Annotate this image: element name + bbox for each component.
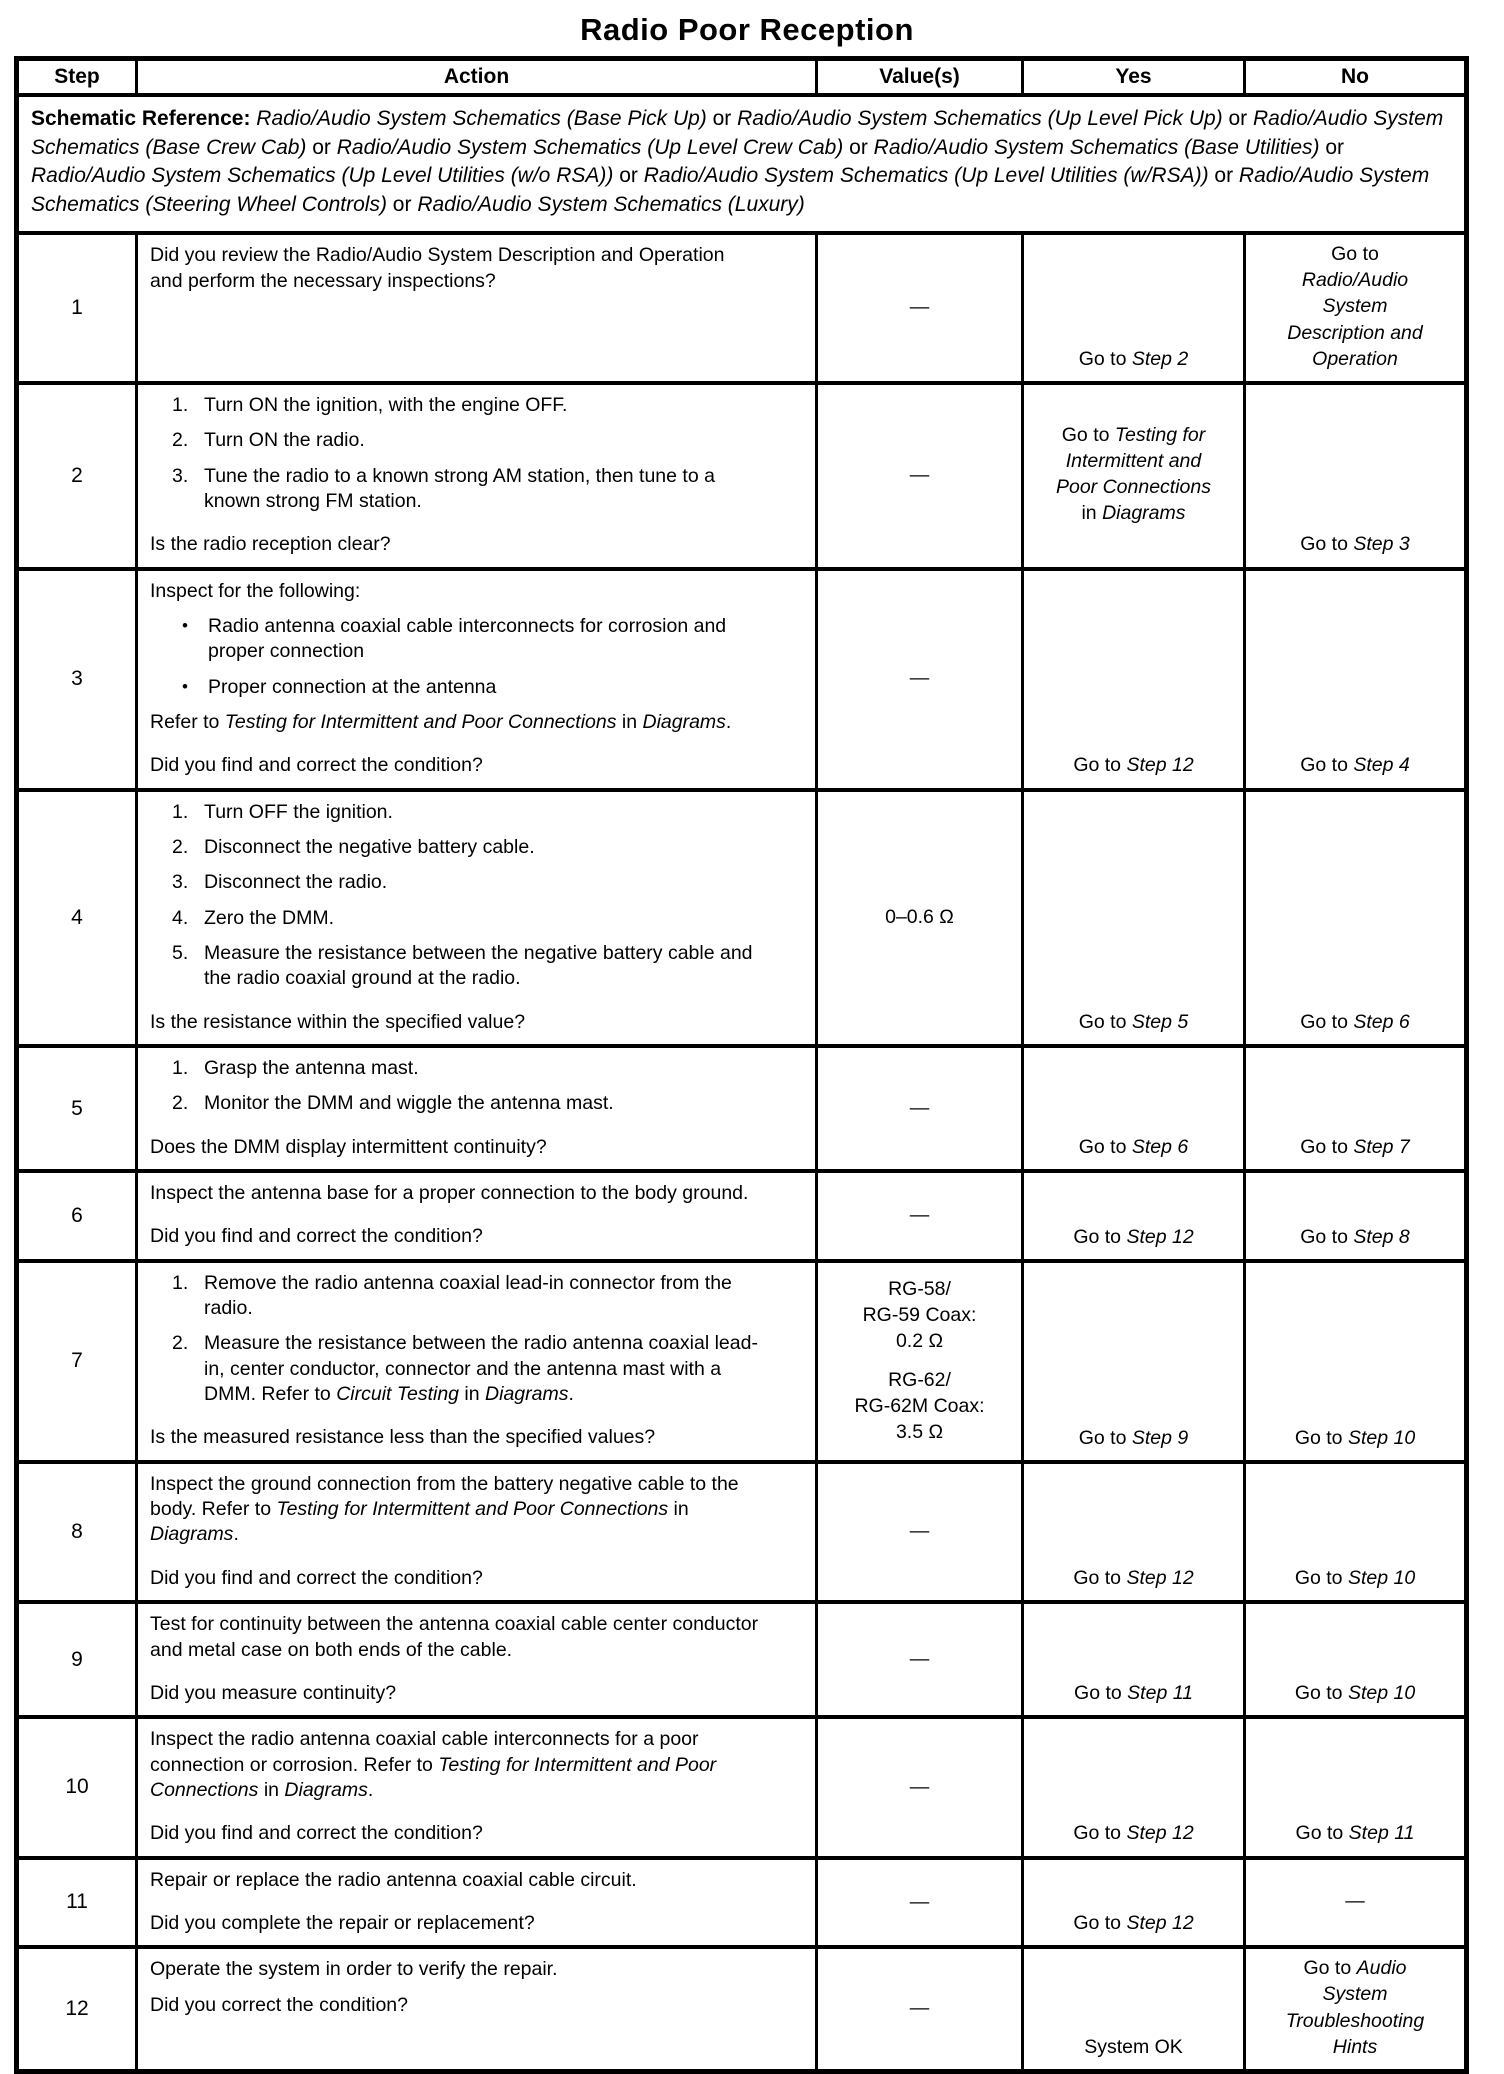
value-block bbox=[822, 1890, 1017, 1916]
schematic-reference-row bbox=[17, 95, 1467, 233]
goto-line: Go to Step 3 bbox=[1300, 533, 1410, 556]
goto-line: System bbox=[1322, 295, 1388, 318]
action-question: Does the DMM display intermittent continuity? bbox=[150, 1135, 547, 1158]
step-number: 5 bbox=[17, 1046, 137, 1171]
yes-cell bbox=[1023, 233, 1245, 383]
value-line: — bbox=[909, 1890, 930, 1913]
step-row bbox=[17, 1171, 1467, 1261]
action-paragraph: Did you review the Radio/Audio System Description and Operation and perform the necessary inspections? bbox=[150, 244, 725, 292]
goto-line: Hints bbox=[1332, 2035, 1378, 2058]
value-line: 3.5 Ω bbox=[895, 1420, 944, 1443]
page-title: Radio Poor Reception bbox=[580, 12, 914, 47]
no-cell bbox=[1245, 1602, 1467, 1717]
action-question: Is the measured resistance less than the specified values? bbox=[150, 1426, 656, 1449]
column-header-values: Value(s) bbox=[817, 59, 1023, 96]
action-cell bbox=[137, 1046, 817, 1171]
goto-line: Troubleshooting bbox=[1285, 2009, 1425, 2032]
action-numbered-item bbox=[150, 1091, 762, 1116]
yes-cell bbox=[1023, 1171, 1245, 1261]
step-row bbox=[17, 1462, 1467, 1602]
item-text: Disconnect the radio. bbox=[204, 871, 388, 894]
step-row bbox=[17, 1602, 1467, 1717]
yes-cell bbox=[1023, 1602, 1245, 1717]
goto-line: Go to Step 4 bbox=[1300, 754, 1410, 777]
value-block bbox=[822, 1647, 1017, 1673]
action-numbered-item bbox=[150, 835, 762, 860]
item-text: Radio antenna coaxial cable interconnects for corrosion and proper connection bbox=[208, 614, 727, 663]
value-line: 0–0.6 Ω bbox=[885, 905, 954, 928]
value-line: — bbox=[909, 1204, 930, 1226]
action-numbered-item bbox=[150, 464, 762, 515]
item-number: 1. bbox=[172, 393, 189, 416]
goto-line: Go to Step 11 bbox=[1295, 1822, 1415, 1845]
yes-cell bbox=[1023, 1462, 1245, 1602]
action-paragraph: Operate the system in order to verify the repair. bbox=[150, 1958, 558, 1981]
goto-line: Go to Step 6 bbox=[1078, 1135, 1189, 1158]
goto-line: Go to Step 11 bbox=[1074, 1682, 1193, 1705]
no-cell bbox=[1245, 1171, 1467, 1261]
action-numbered-item bbox=[150, 393, 762, 418]
goto-line: Go to Step 10 bbox=[1294, 1426, 1416, 1449]
item-text: Measure the resistance between the negative battery cable and the radio coaxial ground at the radio. bbox=[204, 941, 753, 990]
value-cell bbox=[817, 1947, 1023, 2071]
no-cell bbox=[1245, 1462, 1467, 1602]
action-cell bbox=[137, 1717, 817, 1857]
item-text: Measure the resistance between the radio antenna coaxial lead-in, center conductor, connector and the antenna mast with a DMM. Refer to Circuit Testing in Diagrams. bbox=[204, 1332, 758, 1406]
step-row bbox=[17, 1717, 1467, 1857]
item-text: Disconnect the negative battery cable. bbox=[204, 835, 535, 858]
action-paragraph: Refer to Testing for Intermittent and Poor Connections in Diagrams. bbox=[150, 710, 732, 733]
action-numbered-item bbox=[150, 428, 762, 453]
action-paragraph: Repair or replace the radio antenna coaxial cable circuit. bbox=[150, 1868, 637, 1891]
goto-line: Intermittent and bbox=[1065, 450, 1202, 473]
goto-line: System bbox=[1322, 1983, 1388, 2006]
value-line: — bbox=[909, 463, 930, 486]
item-number: 2. bbox=[172, 835, 189, 858]
value-line: RG-59 Coax: bbox=[862, 1303, 977, 1326]
value-cell bbox=[817, 233, 1023, 383]
value-block bbox=[822, 1519, 1017, 1545]
value-block bbox=[822, 463, 1017, 489]
step-number: 12 bbox=[17, 1947, 137, 2071]
action-numbered-item bbox=[150, 906, 762, 931]
item-number: 2. bbox=[172, 429, 189, 452]
steps-body bbox=[17, 233, 1467, 2071]
step-number: 11 bbox=[17, 1858, 137, 1948]
value-cell bbox=[817, 1462, 1023, 1602]
value-cell bbox=[817, 1046, 1023, 1171]
item-number: 2. bbox=[172, 1332, 189, 1355]
value-line: 0.2 Ω bbox=[895, 1329, 944, 1352]
goto-line: Go to Step 6 bbox=[1300, 1010, 1410, 1033]
goto-line: Go to Step 8 bbox=[1300, 1225, 1410, 1248]
value-cell bbox=[817, 790, 1023, 1046]
value-cell bbox=[817, 1171, 1023, 1261]
column-header-action: Action bbox=[137, 59, 817, 96]
yes-cell bbox=[1023, 1858, 1245, 1948]
action-numbered-item bbox=[150, 870, 762, 895]
item-number: 3. bbox=[172, 871, 189, 894]
action-question: Did you find and correct the condition? bbox=[150, 1566, 483, 1589]
item-text: Monitor the DMM and wiggle the antenna mast. bbox=[204, 1092, 614, 1115]
action-bullet-item bbox=[150, 614, 762, 665]
action-bullet-item bbox=[150, 675, 762, 700]
value-line: RG-62M Coax: bbox=[854, 1394, 985, 1417]
value-cell bbox=[817, 1261, 1023, 1462]
column-header-no: No bbox=[1245, 59, 1467, 96]
action-numbered-item bbox=[150, 1056, 762, 1081]
item-text: Grasp the antenna mast. bbox=[204, 1057, 419, 1079]
value-block bbox=[822, 1203, 1017, 1229]
step-number: 4 bbox=[17, 790, 137, 1046]
goto-line: Operation bbox=[1312, 347, 1398, 370]
value-line: RG-58/ bbox=[888, 1278, 951, 1301]
value-line: — bbox=[909, 1997, 930, 2020]
no-cell bbox=[1245, 1717, 1467, 1857]
yes-cell bbox=[1023, 383, 1245, 569]
action-paragraph: Inspect the radio antenna coaxial cable interconnects for a poor connection or corrosion. Refer to Testing for Intermittent and Poor Connections in Diagrams. bbox=[150, 1728, 717, 1801]
goto-line: Go to bbox=[1331, 243, 1379, 266]
value-block bbox=[822, 666, 1017, 692]
yes-cell bbox=[1023, 569, 1245, 790]
action-question: Is the resistance within the specified value? bbox=[150, 1010, 526, 1033]
action-question: Is the radio reception clear? bbox=[150, 533, 391, 556]
value-line: — bbox=[909, 667, 930, 690]
goto-line: Go to Step 12 bbox=[1073, 1912, 1194, 1935]
goto-line: Go to Step 12 bbox=[1073, 754, 1194, 777]
action-question: Did you measure continuity? bbox=[150, 1681, 397, 1704]
value-block bbox=[822, 1775, 1017, 1801]
action-question: Did you find and correct the condition? bbox=[150, 1822, 483, 1845]
no-cell bbox=[1245, 790, 1467, 1046]
action-paragraph: Test for continuity between the antenna coaxial cable center conductor and metal case on both ends of the cable. bbox=[150, 1613, 759, 1661]
action-cell bbox=[137, 1858, 817, 1948]
no-cell bbox=[1245, 1261, 1467, 1462]
table-header bbox=[17, 59, 1467, 96]
goto-line: in Diagrams bbox=[1081, 502, 1186, 525]
item-number: 2. bbox=[172, 1092, 189, 1115]
action-numbered-item bbox=[150, 1331, 762, 1407]
goto-line: Go to Step 12 bbox=[1073, 1822, 1194, 1845]
step-number: 1 bbox=[17, 233, 137, 383]
goto-line: System OK bbox=[1084, 2035, 1183, 2058]
action-cell bbox=[137, 1462, 817, 1602]
no-cell bbox=[1245, 1947, 1467, 2071]
value-block bbox=[822, 1096, 1017, 1122]
no-cell bbox=[1245, 1046, 1467, 1171]
step-number: 10 bbox=[17, 1717, 137, 1857]
goto-line: Go to Audio bbox=[1303, 1957, 1407, 1980]
value-block bbox=[822, 295, 1017, 321]
value-line: — bbox=[909, 1096, 930, 1119]
yes-cell bbox=[1023, 1261, 1245, 1462]
step-number: 9 bbox=[17, 1602, 137, 1717]
step-number: 3 bbox=[17, 569, 137, 790]
value-line: — bbox=[909, 1775, 930, 1798]
item-number: 1. bbox=[172, 800, 189, 823]
item-text: Zero the DMM. bbox=[204, 906, 335, 929]
goto-line: Go to Step 12 bbox=[1073, 1225, 1194, 1248]
item-number: 3. bbox=[172, 464, 189, 487]
item-number: 5. bbox=[172, 941, 189, 964]
no-cell bbox=[1245, 1858, 1467, 1948]
action-cell bbox=[137, 233, 817, 383]
troubleshooting-table bbox=[14, 56, 1469, 2074]
item-number: 4. bbox=[172, 906, 189, 929]
step-number: 6 bbox=[17, 1171, 137, 1261]
step-row bbox=[17, 1947, 1467, 2071]
action-cell bbox=[137, 383, 817, 569]
header-row bbox=[17, 59, 1467, 96]
no-cell bbox=[1245, 233, 1467, 383]
goto-line: Poor Connections bbox=[1055, 476, 1211, 499]
item-number: 1. bbox=[172, 1057, 189, 1079]
action-cell bbox=[137, 1602, 817, 1717]
action-question: Did you find and correct the condition? bbox=[150, 754, 483, 777]
value-block bbox=[822, 1277, 1017, 1354]
action-paragraph: Inspect the ground connection from the battery negative cable to the body. Refer to Testing for Intermittent and Poor Connections in Diagrams. bbox=[150, 1472, 739, 1546]
goto-line: — bbox=[1345, 1889, 1365, 1912]
yes-cell bbox=[1023, 1947, 1245, 2071]
goto-line: Go to Step 9 bbox=[1078, 1426, 1189, 1449]
action-cell bbox=[137, 1261, 817, 1462]
goto-line: Go to Step 5 bbox=[1078, 1010, 1189, 1033]
item-text: Turn ON the radio. bbox=[204, 429, 365, 452]
goto-line: Go to Step 10 bbox=[1294, 1682, 1416, 1705]
column-header-step: Step bbox=[17, 59, 137, 96]
action-numbered-item bbox=[150, 800, 762, 825]
step-number: 2 bbox=[17, 383, 137, 569]
step-row bbox=[17, 1261, 1467, 1462]
goto-line: Go to Step 2 bbox=[1078, 347, 1189, 370]
item-text: Proper connection at the antenna bbox=[208, 675, 497, 698]
yes-cell bbox=[1023, 790, 1245, 1046]
goto-line: Go to Step 12 bbox=[1073, 1567, 1194, 1590]
item-text: Turn OFF the ignition. bbox=[204, 800, 393, 823]
item-text: Turn ON the ignition, with the engine OFF. bbox=[204, 393, 568, 416]
action-question: Did you find and correct the condition? bbox=[150, 1225, 483, 1248]
action-question: Did you complete the repair or replacement? bbox=[150, 1911, 535, 1934]
value-cell bbox=[817, 1717, 1023, 1857]
value-cell bbox=[817, 569, 1023, 790]
goto-line: Go to Testing for bbox=[1061, 423, 1206, 446]
value-line: — bbox=[909, 1647, 930, 1670]
no-cell bbox=[1245, 383, 1467, 569]
goto-line: Description and bbox=[1287, 321, 1423, 344]
action-paragraph: Inspect the antenna base for a proper connection to the body ground. bbox=[150, 1182, 749, 1205]
item-text: Remove the radio antenna coaxial lead-in connector from the radio. bbox=[204, 1271, 732, 1320]
item-number: 1. bbox=[172, 1271, 189, 1294]
value-cell bbox=[817, 1858, 1023, 1948]
value-line: — bbox=[909, 296, 930, 319]
column-header-yes: Yes bbox=[1023, 59, 1245, 96]
action-cell bbox=[137, 790, 817, 1046]
goto-line: Go to Step 7 bbox=[1300, 1135, 1410, 1158]
value-line: — bbox=[909, 1520, 930, 1543]
action-paragraph: Inspect for the following: bbox=[150, 579, 361, 602]
step-row bbox=[17, 1858, 1467, 1948]
step-row bbox=[17, 569, 1467, 790]
item-text: Tune the radio to a known strong AM station, then tune to a known strong FM station. bbox=[204, 464, 715, 512]
action-numbered-item bbox=[150, 941, 762, 992]
action-cell bbox=[137, 569, 817, 790]
schematic-reference-cell: Schematic Reference: Radio/Audio System Schematics (Base Pick Up) or Radio/Audio System Schematics (Up Level Pick Up) or Radio/Audio System Schematics (Base Crew Cab) or Radio/Audio System Schematics (Up Level Crew Cab) or Radio/Audio System Schematics (Base Utilities) or Radio/Audio System Schematics (Up Level Utilities (w/o RSA)) or Radio/Audio System Schematics (Up Level Utilities (w/RSA)) or Radio/Audio System Schematics (Steering Wheel Controls) or Radio/Audio System Schematics (Luxury) bbox=[17, 95, 1467, 233]
step-number: 8 bbox=[17, 1462, 137, 1602]
value-line: RG-62/ bbox=[888, 1369, 951, 1392]
action-cell bbox=[137, 1947, 817, 2071]
step-row bbox=[17, 790, 1467, 1046]
bullet-icon: • bbox=[182, 615, 188, 635]
yes-cell bbox=[1023, 1046, 1245, 1171]
step-row bbox=[17, 383, 1467, 569]
no-cell bbox=[1245, 569, 1467, 790]
goto-line: Radio/Audio bbox=[1301, 269, 1409, 292]
action-numbered-item bbox=[150, 1271, 762, 1322]
value-block bbox=[822, 1368, 1017, 1445]
step-number: 7 bbox=[17, 1261, 137, 1462]
goto-line: Go to Step 10 bbox=[1294, 1567, 1416, 1590]
action-paragraph: Did you correct the condition? bbox=[150, 1993, 408, 2016]
value-block bbox=[822, 1996, 1017, 2022]
value-cell bbox=[817, 1602, 1023, 1717]
step-row bbox=[17, 1046, 1467, 1171]
bullet-icon: • bbox=[182, 676, 188, 696]
value-block bbox=[822, 905, 1017, 931]
action-cell bbox=[137, 1171, 817, 1261]
yes-cell bbox=[1023, 1717, 1245, 1857]
step-row bbox=[17, 233, 1467, 383]
value-cell bbox=[817, 383, 1023, 569]
